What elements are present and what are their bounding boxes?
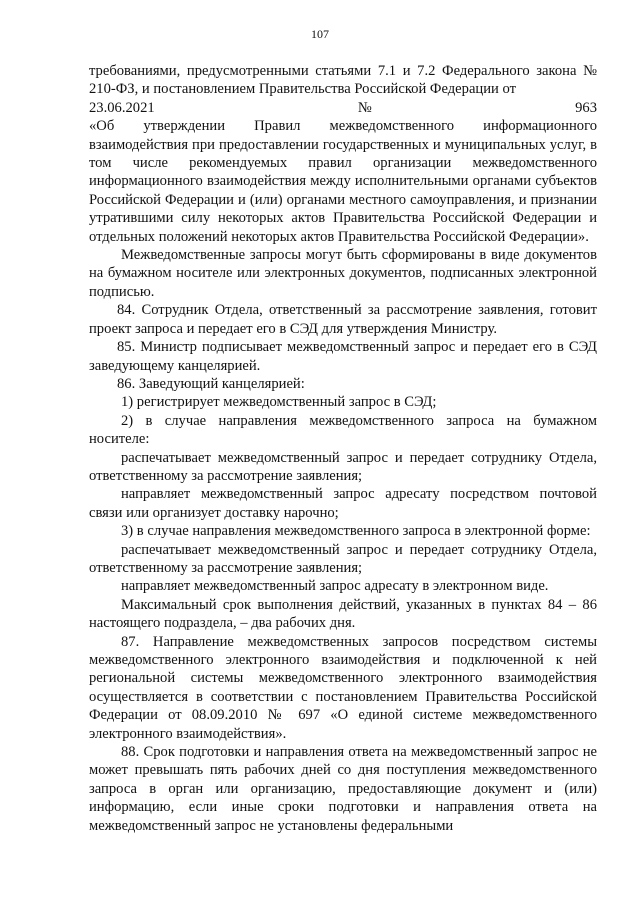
paragraph-84: 84. Сотрудник Отдела, ответственный за рассмотрение заявления, готовит проект запроса и передает его в СЭД для утверждения Министру. [89, 302, 597, 337]
paragraph-88: 88. Срок подготовки и направления ответа на межведомственный запрос не может превышать пять рабочих дней со дня поступления межведомственного запроса в орган или организацию, предоставляющие документ и (или) информацию, если иные сроки подготовки и направления ответа на межведомственный запрос не установлены федеральными [89, 744, 597, 834]
paragraph-resolution-title: «Об утверждении Правил межведомственного информационного взаимодействия при предоставлении государственных и муниципальных услуг, в том числе рекомендуемых правил организации межведомственного информационного взаимодействия между исполнительными органами субъектов Российской Федерации и (или) органами местного самоуправления, и признании утратившими силу некоторых актов Правительства Российской Федерации и отдельных положений некоторых актов Правительства Российской Федерации». [89, 118, 597, 245]
paragraph-86-item-3b: направляет межведомственный запрос адресату в электронном виде. [121, 578, 549, 595]
paragraph-85: 85. Министр подписывает межведомственный запрос и передает его в СЭД заведующему канцелярией. [89, 339, 597, 374]
paragraph-87: 87. Направление межведомственных запросов посредством системы межведомственного электронного взаимодействия и подключенной к ней региональной системы межведомственного электронного взаимодействия осуществляется в соответствии с постановлением Правительства Российской Федерации от 08.09.2010 № 697 «О единой системе межведомственного электронного взаимодействия». [89, 633, 597, 742]
resolution-date: 23.06.2021 [89, 99, 155, 116]
resolution-date-line [89, 99, 597, 117]
number-sign: № [357, 99, 372, 116]
paragraph-request-forms: Межведомственные запросы могут быть сформированы в виде документов на бумажном носителе или электронных документов, подписанных электронной подписью. [89, 247, 597, 300]
paragraph-86-max-term: Максимальный срок выполнения действий, указанных в пунктах 84 – 86 настоящего подраздела, – два рабочих дня. [89, 596, 597, 632]
paragraph-86-item-3a: распечатывает межведомственный запрос и передает сотруднику Отдела, ответственному за рассмотрение заявления; [89, 541, 597, 576]
resolution-number: 963 [575, 99, 597, 116]
paragraph-86: 86. Заведующий канцелярией: [117, 375, 305, 392]
page-number: 107 [311, 27, 329, 41]
paragraph-resolution-intro: требованиями, предусмотренными статьями 7.1 и 7.2 Федерального закона № 210-ФЗ, и постановлением Правительства Российской Федерации от [89, 63, 597, 98]
paragraph-86-item-2: 2) в случае направления межведомственного запроса на бумажном носителе: [89, 412, 597, 448]
paragraph-86-item-2a: распечатывает межведомственный запрос и передает сотруднику Отдела, ответственному за рассмотрение заявления; [89, 449, 597, 484]
paragraph-86-item-2b: направляет межведомственный запрос адресату посредством почтовой связи или организует доставку нарочно; [89, 486, 597, 521]
document-body [89, 62, 597, 835]
paragraph-86-item-1: 1) регистрирует межведомственный запрос в СЭД; [121, 394, 437, 411]
paragraph-86-item-3: 3) в случае направления межведомственного запроса в электронной форме: [121, 523, 591, 540]
